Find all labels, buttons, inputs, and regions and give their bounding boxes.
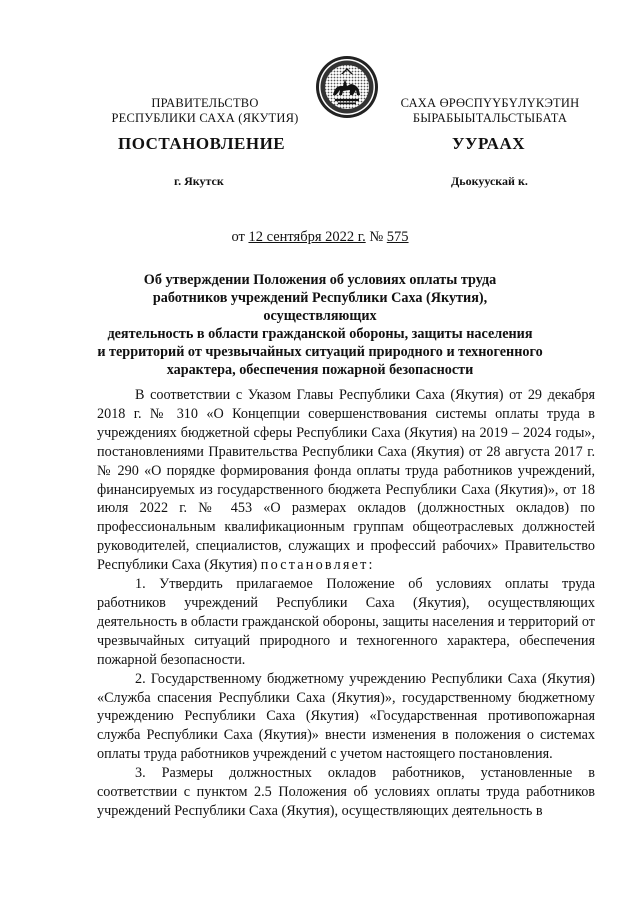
preamble-paragraph — [97, 386, 595, 575]
doc-type-ru: ПОСТАНОВЛЕНИЕ — [118, 134, 286, 153]
document-body — [97, 386, 595, 821]
document-title — [95, 271, 545, 379]
issuer-ru — [100, 96, 310, 126]
issuer-sakha-line2: БЫРАБЫЫТАЛЬСТЫБАТА — [412, 111, 568, 125]
issuer-sakha-line1: САХА ӨРӨСПҮҮБҮЛҮКЭТИН — [400, 96, 580, 110]
issuer-sakha — [385, 96, 595, 126]
item-3-paragraph: 3. Размеры должностных окладов работников, установленные в соответствии с пунктом 2.5 Положения об условиях оплаты труда работников учреждений Республики Саха (Якутия), осуществляющих деятельность в — [97, 765, 595, 819]
preamble-text: В соответствии с Указом Главы Республики Саха (Якутия) от 29 декабря 2018 г. № 310 «О Концепции совершенствования системы оплаты труда в учреждениях бюджетной сферы Республики Саха (Якутия) на 2019 – 2024 годы», постановлениями Правительства Республики Саха (Якутия) от 28 августа 2017 г. № 290 «О порядке формирования фонда оплаты труда работников учреждений, финансируемых из государственного бюджета Республики Саха (Якутия)», от 18 июля 2022 г. № 453 «О размерах окладов (должностных окладов) по профессиональным квалификационным группам общеотраслевых должностей руководителей, специалистов, служащих и профессий рабочих» Правительство Республики Саха (Якутия) — [97, 387, 595, 574]
title-line: Об утверждении Положения об условиях оплаты труда — [143, 272, 497, 288]
coat-of-arms-emblem-icon — [315, 55, 379, 119]
document-date: 12 сентября 2022 г. — [248, 229, 366, 245]
title-line: характера, обеспечения пожарной безопасности — [166, 362, 474, 378]
city-sakha: Дьокуускай к. — [451, 174, 528, 188]
title-line: деятельность в области гражданской обороны, защиты населения — [107, 326, 533, 342]
issuer-ru-line1: ПРАВИТЕЛЬСТВО — [151, 96, 259, 110]
resolves-word: постановляет: — [260, 557, 375, 574]
city-ru: г. Якутск — [174, 174, 224, 188]
date-prefix: от — [231, 229, 245, 245]
title-line: и территорий от чрезвычайных ситуаций природного и техногенного — [97, 344, 543, 360]
document-number: 575 — [386, 229, 409, 245]
number-sign: № — [369, 229, 384, 245]
issuer-ru-line2: РЕСПУБЛИКИ САХА (ЯКУТИЯ) — [111, 111, 299, 125]
item-2-paragraph: 2. Государственному бюджетному учреждению Республики Саха (Якутия) «Служба спасения Республики Саха (Якутия)», государственному бюджетному учреждению Республики Саха (Якутия) «Государственная противопожарная служба Республики Саха (Якутия)» внести изменения в положения о системах оплаты труда работников учреждений с учетом настоящего постановления. — [97, 670, 595, 763]
title-line: работников учреждений Республики Саха (Якутия), осуществляющих — [152, 290, 488, 324]
date-number-line — [0, 229, 640, 246]
doc-type-sakha: УУРААХ — [452, 134, 525, 153]
item-1-paragraph: 1. Утвердить прилагаемое Положение об условиях оплаты труда работников учреждений Республики Саха (Якутия), осуществляющих деятельность в области гражданской обороны, защиты населения и территорий от чрезвычайных ситуаций природного и техногенного характера, обеспечения пожарной безопасности. — [97, 576, 595, 668]
